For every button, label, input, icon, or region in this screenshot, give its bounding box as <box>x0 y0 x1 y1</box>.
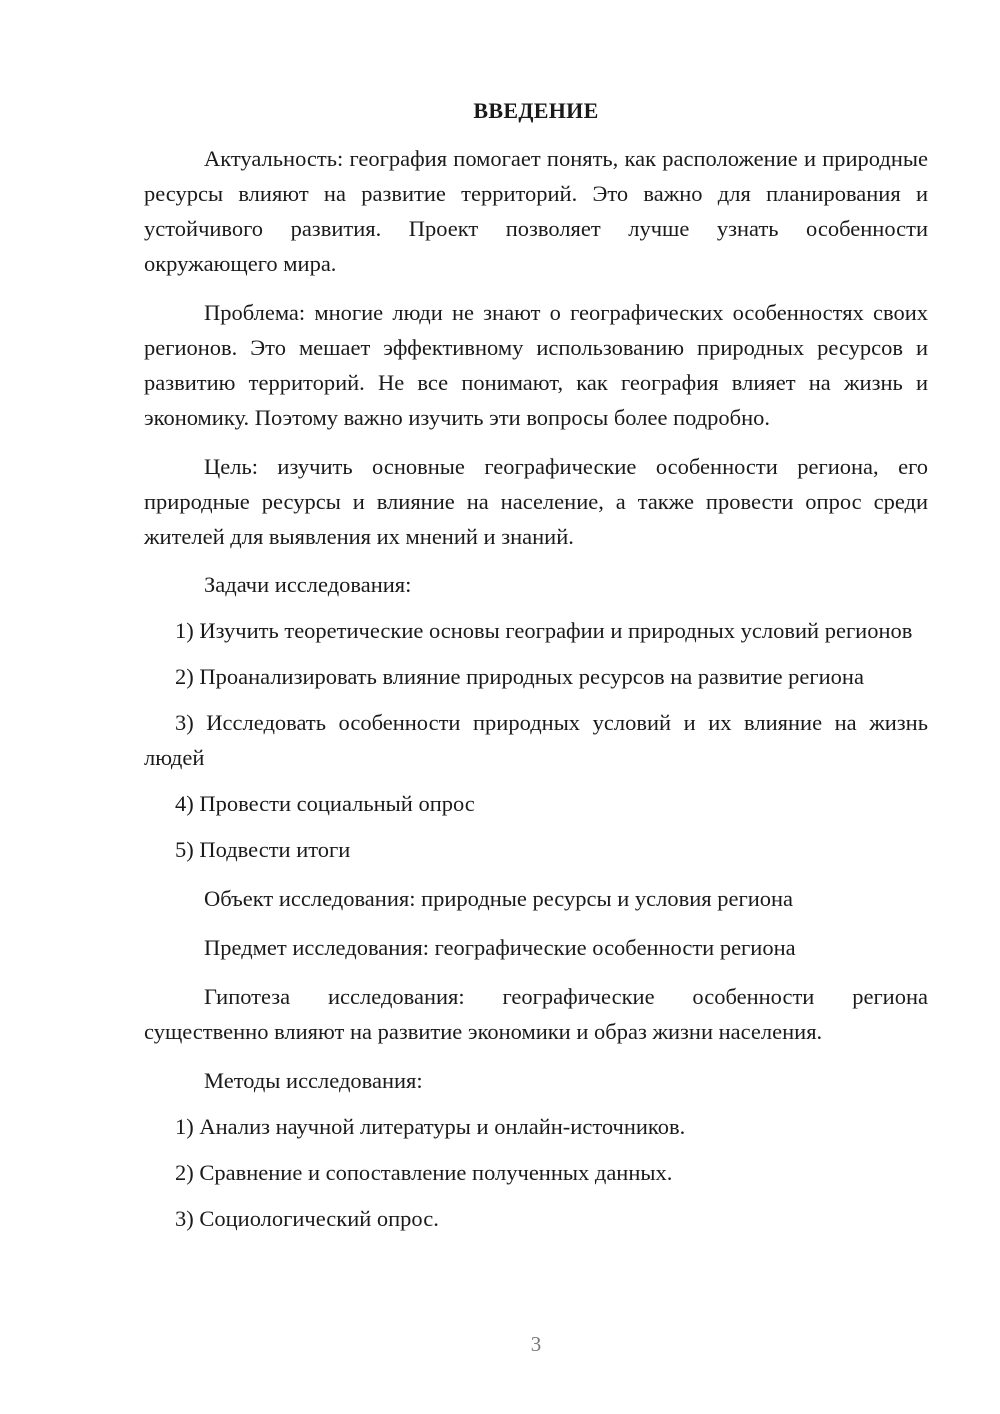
task-item: 3) Исследовать особенности природных условий и их влияние на жизнь людей <box>144 710 928 770</box>
section-title: ВВЕДЕНИЕ <box>473 98 599 123</box>
goal-paragraph: Цель: изучить основные географические особенности региона, его природные ресурсы и влияние на население, а также провести опрос среди жителей для выявления их мнений и знаний. <box>144 454 928 549</box>
task-item: 1) Изучить теоретические основы географии и природных условий регионов <box>175 618 913 643</box>
page-content <box>144 93 928 1236</box>
task-item: 5) Подвести итоги <box>175 837 351 862</box>
problem-paragraph: Проблема: многие люди не знают о географических особенностях своих регионов. Это мешает эффективному использованию природных ресурсов и развитию территорий. Не все понимают, как география влияет на жизнь и экономику. Поэтому важно изучить эти вопросы более подробно. <box>144 300 928 430</box>
page-number: 3 <box>530 1332 542 1356</box>
method-item: 3) Социологический опрос. <box>175 1206 439 1231</box>
relevance-paragraph: Актуальность: география помогает понять, как расположение и природные ресурсы влияют на развитие территорий. Это важно для планирования и устойчивого развития. Проект позволяет лучше узнать особенности окружающего мира. <box>144 146 928 276</box>
method-item: 2) Сравнение и сопоставление полученных данных. <box>175 1160 673 1185</box>
methods-heading: Методы исследования: <box>204 1068 423 1093</box>
method-item: 1) Анализ научной литературы и онлайн-источников. <box>175 1114 686 1139</box>
research-hypothesis: Гипотеза исследования: географические особенности региона существенно влияют на развитие экономики и образ жизни населения. <box>144 984 928 1044</box>
research-subject: Предмет исследования: географические особенности региона <box>204 935 796 960</box>
research-object: Объект исследования: природные ресурсы и условия региона <box>204 886 794 911</box>
task-item: 2) Проанализировать влияние природных ресурсов на развитие региона <box>175 664 864 689</box>
tasks-heading: Задачи исследования: <box>204 572 412 597</box>
task-item: 4) Провести социальный опрос <box>175 791 475 816</box>
